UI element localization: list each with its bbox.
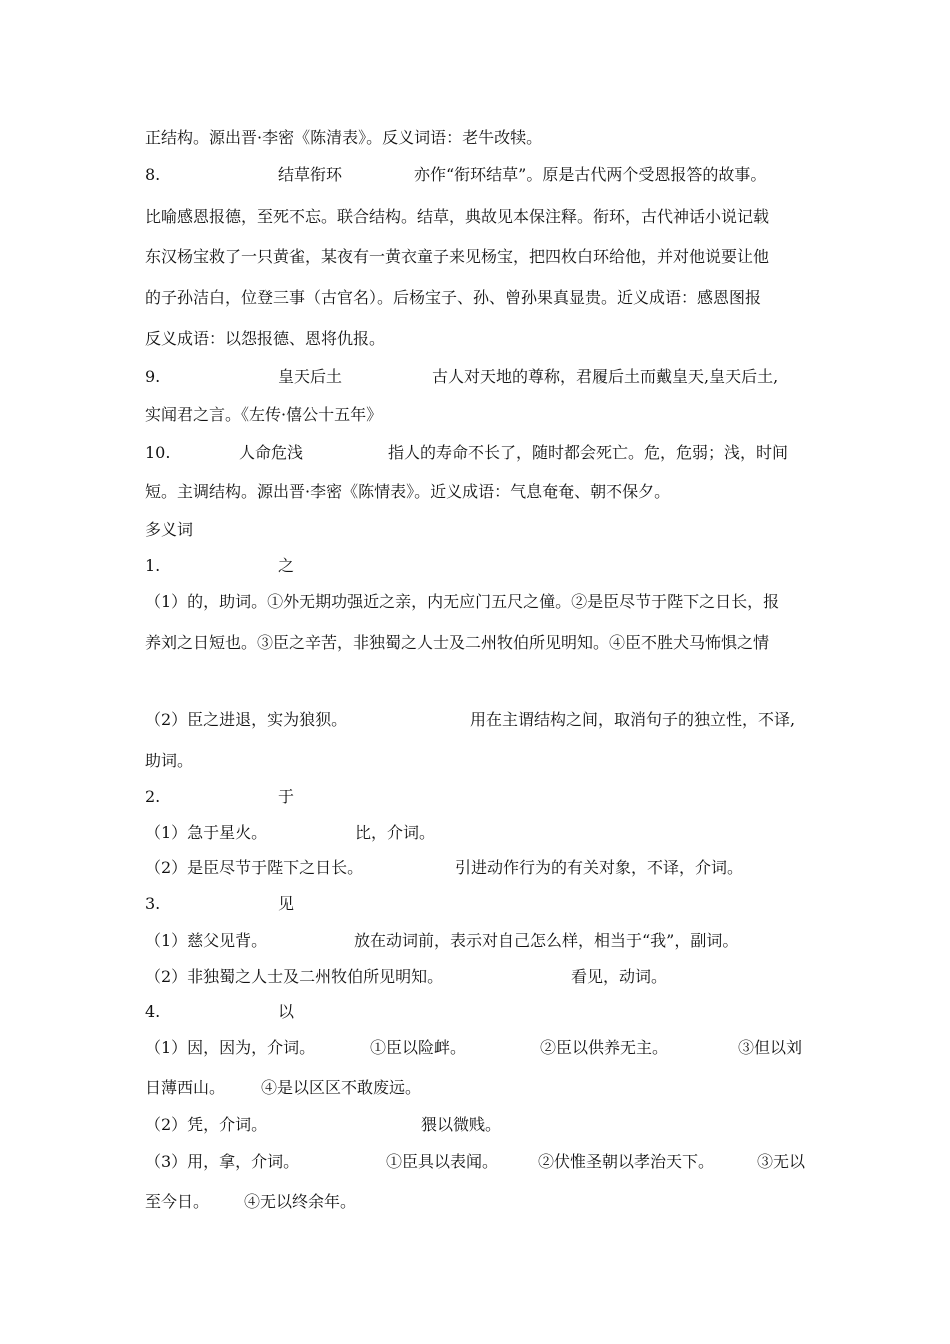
example-sentence: 日薄西山。 xyxy=(145,1078,226,1097)
meaning-text: 引进动作行为的有关对象，不译，介词。 xyxy=(455,858,744,877)
example-sentence: 猥以微贱。 xyxy=(421,1115,502,1134)
text-line: 东汉杨宝救了一只黄雀，某夜有一黄衣童子来见杨宝，把四枚白环给他，并对他说要让他 xyxy=(145,247,770,266)
text-line: 助词。 xyxy=(145,751,194,770)
entry-term: 结草衔环 xyxy=(278,165,343,184)
meaning-text: 用在主谓结构之间，取消句子的独立性，不译, xyxy=(470,710,796,729)
text-line: 的子孙洁白，位登三事（古官名）。后杨宝子、孙、曾孙果真显贵。近义成语：感恩图报 xyxy=(145,288,762,307)
example-sentence: 至今日。 xyxy=(145,1192,210,1211)
meaning-text: 比，介词。 xyxy=(355,823,436,842)
entry-number: 9. xyxy=(145,367,161,386)
meaning-text: （3）用，拿，介词。 xyxy=(145,1152,300,1171)
entry-term: 人命危浅 xyxy=(239,443,304,462)
entry-definition: 亦作“衔环结草”。原是古代两个受恩报答的故事。 xyxy=(414,165,767,184)
example-sentence: ④无以终余年。 xyxy=(244,1192,357,1211)
entry-term: 于 xyxy=(278,787,295,806)
example-sentence: ①臣具以表闻。 xyxy=(386,1152,499,1171)
entry-number: 1. xyxy=(145,556,161,575)
example-sentence: ②臣以供养无主。 xyxy=(540,1038,669,1057)
entry-number: 4. xyxy=(145,1002,161,1021)
meaning-text: （2）凭，介词。 xyxy=(145,1115,268,1134)
entry-definition: 指人的寿命不长了，随时都会死亡。危，危弱；浅，时间 xyxy=(388,443,789,462)
text-line: 正结构。源出晋·李密《陈清表》。反义词语：老牛改犊。 xyxy=(145,128,543,147)
example-sentence: ④是以区区不敢废远。 xyxy=(261,1078,422,1097)
text-line: （1）的，助词。①外无期功强近之亲，内无应门五尺之僮。②是臣尽节于陛下之日长，报 xyxy=(145,592,780,611)
entry-term: 皇天后土 xyxy=(278,367,343,386)
entry-definition: 古人对天地的尊称，君履后土而戴皇天,皇天后土, xyxy=(432,367,779,386)
meaning-text: 看见，动词。 xyxy=(571,967,668,986)
example-sentence: ③无以 xyxy=(757,1152,806,1171)
example-sentence: （1）慈父见背。 xyxy=(145,931,268,950)
text-line: 短。主调结构。源出晋·李密《陈情表》。近义成语：气息奄奄、朝不保夕。 xyxy=(145,482,671,501)
meaning-text: 放在动词前，表示对自己怎么样，相当于“我”，副词。 xyxy=(354,931,739,950)
text-line: 实闻君之言。《左传·僖公十五年》 xyxy=(145,405,383,424)
example-sentence: （2）非独蜀之人士及二州牧伯所见明知。 xyxy=(145,967,444,986)
entry-number: 2. xyxy=(145,787,161,806)
entry-number: 8. xyxy=(145,165,161,184)
section-heading: 多义词 xyxy=(145,520,194,539)
example-sentence: ②伏惟圣朝以孝治天下。 xyxy=(538,1152,715,1171)
text-line: 养刘之日短也。③臣之辛苦，非独蜀之人士及二州牧伯所见明知。④臣不胜犬马怖惧之情 xyxy=(145,633,770,652)
entry-term: 以 xyxy=(278,1002,295,1021)
text-line: 反义成语：以怨报德、恩将仇报。 xyxy=(145,329,386,348)
entry-term: 见 xyxy=(278,894,295,913)
entry-number: 10. xyxy=(145,443,171,462)
example-sentence: （1）急于星火。 xyxy=(145,823,268,842)
entry-number: 3. xyxy=(145,894,161,913)
text-line: 比喻感恩报德，至死不忘。联合结构。结草，典故见本保注释。衔环，古代神话小说记载 xyxy=(145,207,770,226)
example-sentence: （2）臣之进退，实为狼狈。 xyxy=(145,710,348,729)
example-sentence: （2）是臣尽节于陛下之日长。 xyxy=(145,858,364,877)
entry-term: 之 xyxy=(278,556,295,575)
example-sentence: ①臣以险衅。 xyxy=(370,1038,467,1057)
meaning-text: （1）因，因为，介词。 xyxy=(145,1038,316,1057)
example-sentence: ③但以刘 xyxy=(738,1038,803,1057)
